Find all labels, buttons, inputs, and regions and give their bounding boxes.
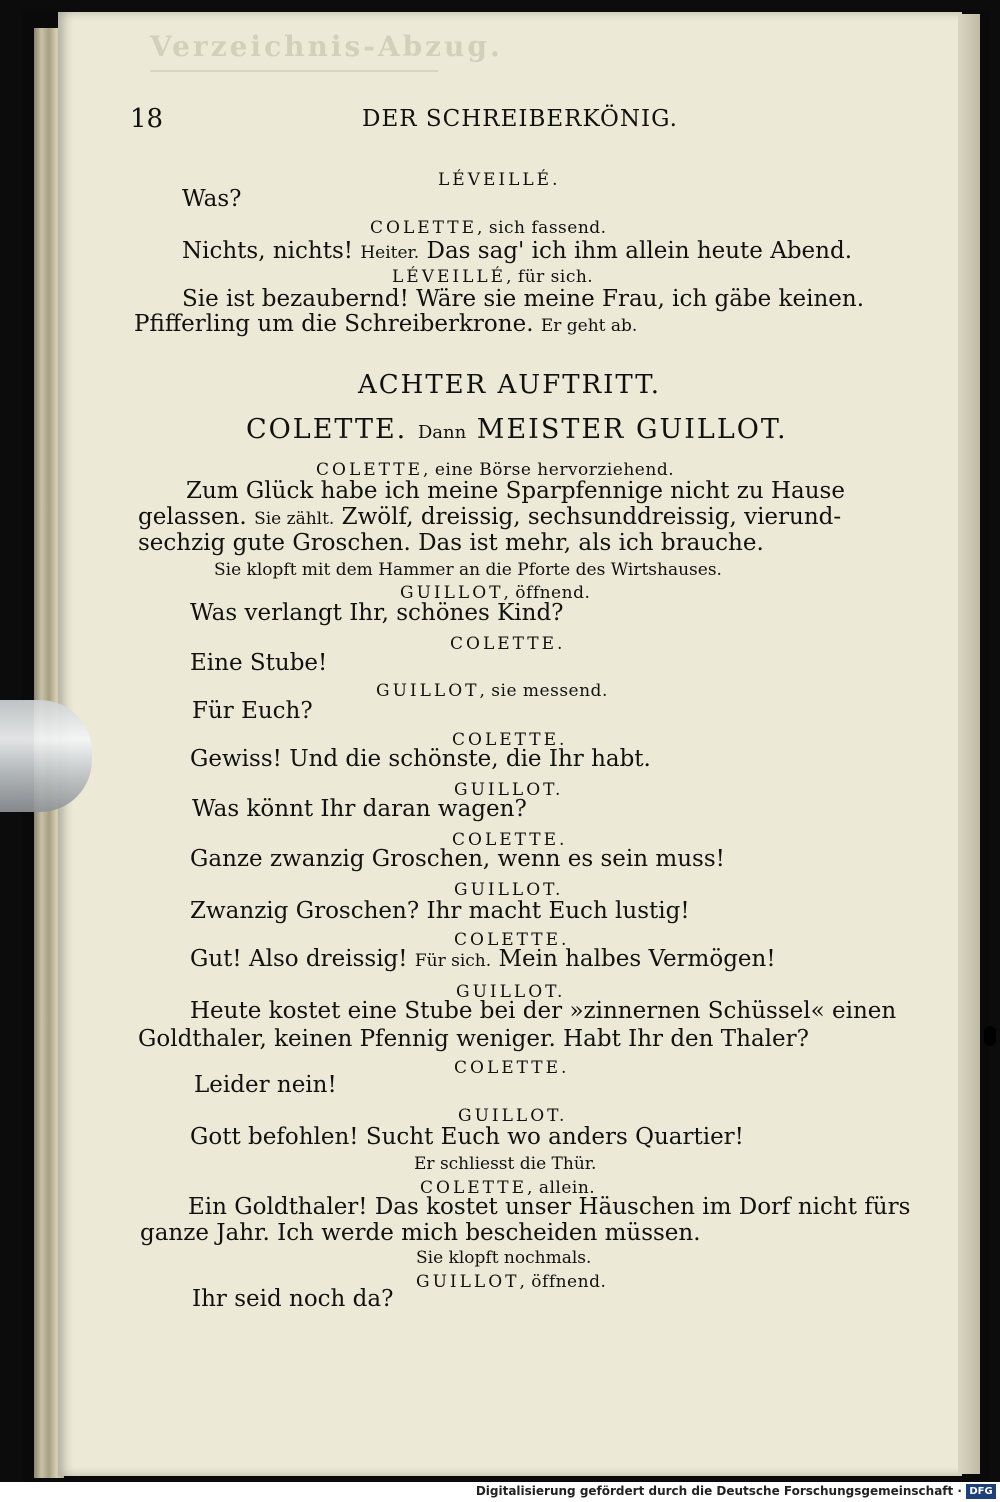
stage-direction: Sie klopft mit dem Hammer an die Pforte des Wirtshauses. (214, 560, 722, 580)
stage-direction: Sie klopft nochmals. (416, 1248, 592, 1268)
speaker-heading: GUILLOT. (454, 780, 564, 800)
dialogue-line: Ihr seid noch da? (192, 1286, 394, 1312)
scene-title: ACHTER AUFTRITT. (358, 370, 662, 400)
speaker-heading: COLETTE, sich fassend. (370, 218, 607, 238)
binding-hole (984, 1026, 996, 1046)
dialogue-line: ganze Jahr. Ich werde mich bescheiden müssen. (140, 1220, 701, 1246)
speaker-heading: GUILLOT. (458, 1106, 568, 1126)
dialogue-line: Was verlangt Ihr, schönes Kind? (190, 600, 564, 626)
dialogue-line: Gott befohlen! Sucht Euch wo anders Quartier! (190, 1124, 744, 1150)
footer-bar (0, 1482, 1000, 1502)
dialogue-line: Ganze zwanzig Groschen, wenn es sein muss! (190, 846, 725, 872)
dialogue-line: Zwanzig Groschen? Ihr macht Euch lustig! (190, 898, 690, 924)
dialogue-line: Ein Goldthaler! Das kostet unser Häuschen im Dorf nicht fürs (188, 1194, 911, 1220)
scene-characters: COLETTE. Dann MEISTER GUILLOT. (246, 414, 788, 445)
speaker-heading: LÉVEILLÉ. (438, 170, 561, 190)
dialogue-line: Goldthaler, keinen Pfennig weniger. Habt Ihr den Thaler? (138, 1026, 809, 1052)
running-head: DER SCHREIBERKÖNIG. (362, 106, 678, 132)
dfg-logo: DFG (966, 1484, 996, 1499)
dialogue-line: Leider nein! (194, 1072, 337, 1098)
speaker-heading: LÉVEILLÉ, für sich. (392, 267, 594, 287)
speaker-heading: GUILLOT. (454, 880, 564, 900)
stage-direction: Er schliesst die Thür. (414, 1154, 597, 1174)
speaker-heading: COLETTE. (454, 930, 570, 950)
speaker-heading: GUILLOT. (456, 982, 566, 1002)
dialogue-line: Heute kostet eine Stube bei der »zinnernen Schüssel« einen (190, 998, 897, 1024)
faint-show-through-heading: Verzeichnis-Abzug. (150, 30, 503, 63)
dialogue-line: Gewiss! Und die schönste, die Ihr habt. (190, 746, 651, 772)
dialogue-line: sechzig gute Groschen. Das ist mehr, als ich brauche. (138, 530, 764, 556)
speaker-heading: GUILLOT, öffnend. (416, 1272, 607, 1292)
footer-credit: Digitalisierung gefördert durch die Deutsche Forschungsgemeinschaft · (475, 1484, 962, 1498)
dialogue-line: Für Euch? (192, 698, 313, 724)
faint-rule (150, 70, 438, 72)
dialogue-line: Gut! Also dreissig! Für sich. Mein halbes Vermögen! (190, 946, 776, 972)
dialogue-line: Eine Stube! (190, 650, 328, 676)
page-number: 18 (130, 104, 164, 134)
speaker-heading: COLETTE. (452, 830, 568, 850)
speaker-heading: GUILLOT, sie messend. (376, 681, 608, 701)
dialogue-line: Pfifferling um die Schreiberkrone. Er geht ab. (134, 311, 638, 337)
speaker-heading: COLETTE. (450, 634, 566, 654)
dialogue-line: Was? (182, 186, 242, 212)
speaker-heading: GUILLOT, öffnend. (400, 583, 591, 603)
right-page-edge (958, 14, 980, 1474)
dialogue-line: gelassen. Sie zählt. Zwölf, dreissig, sechsunddreissig, vierund- (138, 504, 842, 530)
speaker-heading: COLETTE. (452, 730, 568, 750)
page-clip (0, 700, 92, 812)
dialogue-line: Was könnt Ihr daran wagen? (192, 796, 527, 822)
speaker-heading: COLETTE. (454, 1058, 570, 1078)
dialogue-line: Sie ist bezaubernd! Wäre sie meine Frau, ich gäbe keinen. (182, 286, 865, 312)
speaker-heading: COLETTE, allein. (420, 1178, 596, 1198)
dialogue-line: Nichts, nichts! Heiter. Das sag' ich ihm allein heute Abend. (182, 238, 853, 264)
speaker-heading: COLETTE, eine Börse hervorziehend. (316, 460, 675, 480)
dialogue-line: Zum Glück habe ich meine Sparpfennige nicht zu Hause (186, 478, 845, 504)
